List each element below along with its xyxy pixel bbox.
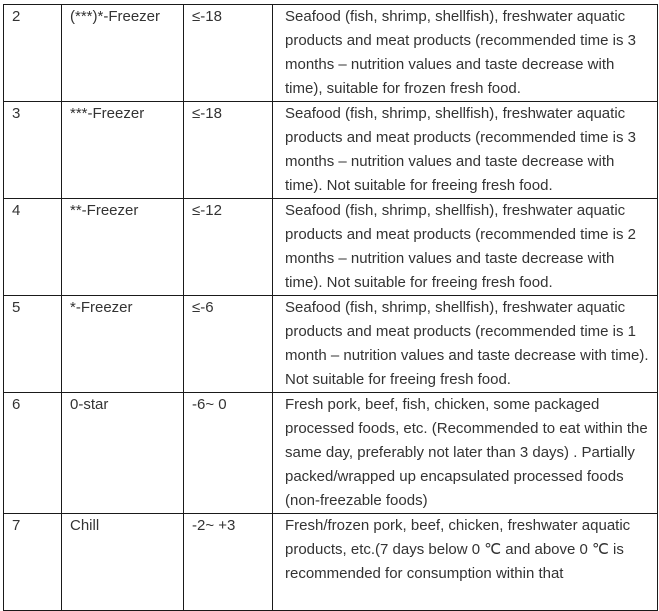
temperature: ≤-12: [184, 199, 273, 296]
temperature: -2~ +3: [184, 514, 273, 611]
temperature: -6~ 0: [184, 393, 273, 514]
table-row: [4, 514, 658, 611]
compartment-type: *-Freezer: [62, 296, 184, 393]
compartment-type: **-Freezer: [62, 199, 184, 296]
storage-table-container: [3, 4, 657, 611]
food-description: Seafood (fish, shrimp, shellfish), freshwater aquatic products and meat products (recommended time is 3 months – nutrition values and taste decrease with time). Not suitable for freeing fresh food.: [273, 102, 658, 199]
temperature: ≤-18: [184, 5, 273, 102]
table-row: [4, 102, 658, 199]
table-row: [4, 296, 658, 393]
food-description: Seafood (fish, shrimp, shellfish), freshwater aquatic products and meat products (recommended time is 3 months – nutrition values and taste decrease with time), suitable for frozen fresh food.: [273, 5, 658, 102]
compartment-type: (***)*-Freezer: [62, 5, 184, 102]
temperature: ≤-18: [184, 102, 273, 199]
table-row: [4, 5, 658, 102]
compartment-type: ***-Freezer: [62, 102, 184, 199]
table-row: [4, 199, 658, 296]
compartment-type: Chill: [62, 514, 184, 611]
row-number: 6: [4, 393, 62, 514]
table-row: [4, 393, 658, 514]
row-number: 5: [4, 296, 62, 393]
compartment-type: 0-star: [62, 393, 184, 514]
row-number: 7: [4, 514, 62, 611]
food-description: Seafood (fish, shrimp, shellfish), freshwater aquatic products and meat products (recommended time is 1 month – nutrition values and taste decrease with time). Not suitable for freeing fresh food.: [273, 296, 658, 393]
row-number: 4: [4, 199, 62, 296]
food-description: Seafood (fish, shrimp, shellfish), freshwater aquatic products and meat products (recommended time is 2 months – nutrition values and taste decrease with time). Not suitable for freeing fresh food.: [273, 199, 658, 296]
freezer-storage-table: [3, 4, 658, 611]
row-number: 2: [4, 5, 62, 102]
row-number: 3: [4, 102, 62, 199]
food-description: Fresh pork, beef, fish, chicken, some packaged processed foods, etc. (Recommended to eat within the same day, preferably not later than 3 days) . Partially packed/wrapped up encapsulated processed foods (non-freezable foods): [273, 393, 658, 514]
temperature: ≤-6: [184, 296, 273, 393]
food-description: Fresh/frozen pork, beef, chicken, freshwater aquatic products, etc.(7 days below 0 ℃ and above 0 ℃ is recommended for consumption within that: [273, 514, 658, 611]
